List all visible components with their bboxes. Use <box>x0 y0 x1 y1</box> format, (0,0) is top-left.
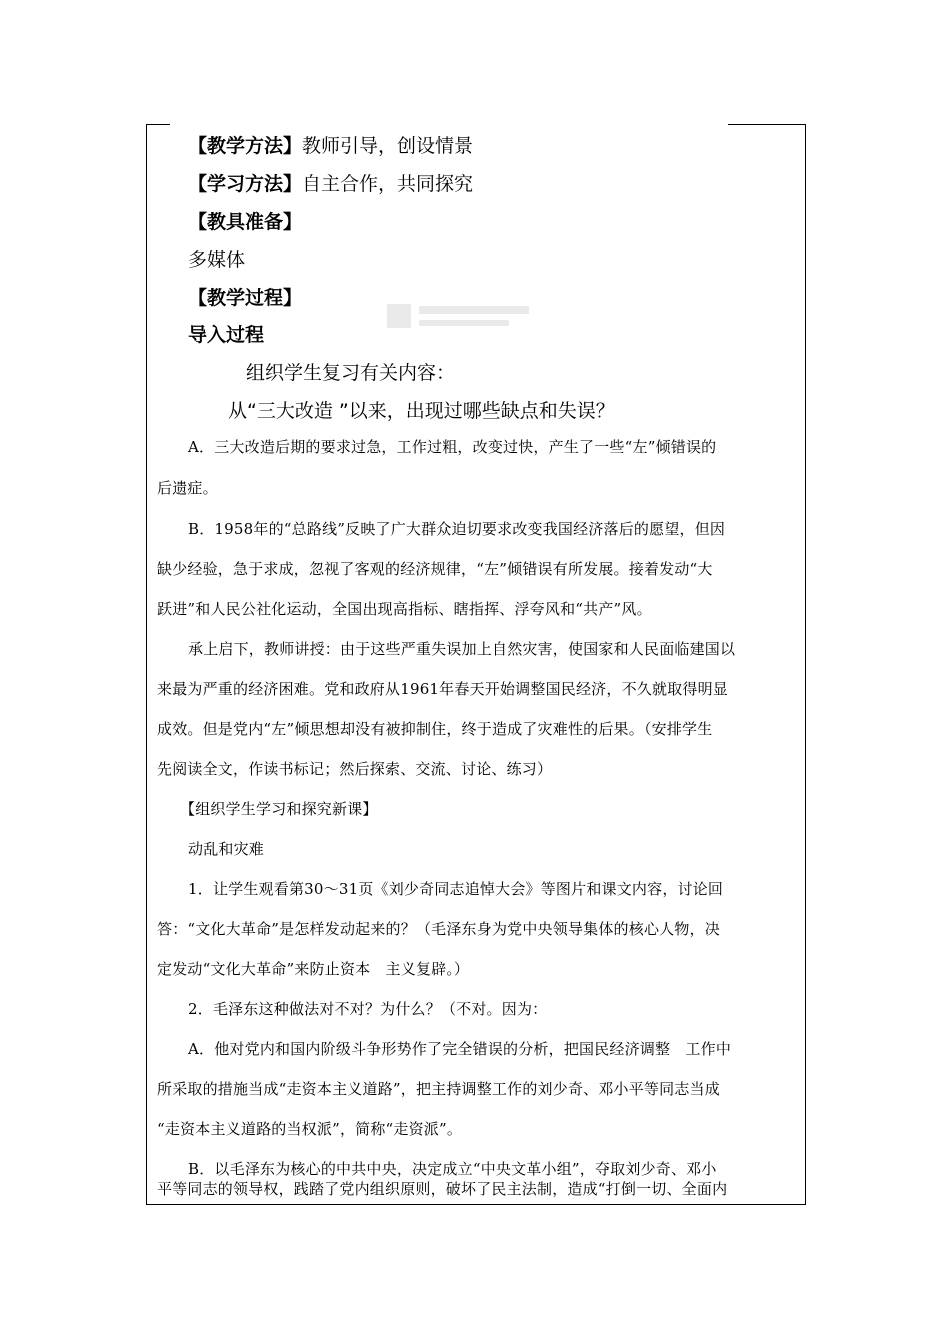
transition-line-3: 成效。但是党内“左”倾思想却没有被抑制住，终于造成了灾难性的后果。（安排学生 <box>157 720 713 738</box>
paragraph-b-line-3: 跃进”和人民公社化运动，全国出现高指标、瞎指挥、浮夸风和“共产”风。 <box>157 600 652 618</box>
review-instruction: 组织学生复习有关内容： <box>246 362 456 384</box>
review-question: 从“三大改造 ”以来，出现过哪些缺点和失误？ <box>228 400 615 422</box>
learning-method-label: 【学习方法】 <box>188 173 303 195</box>
paragraph-a-line-2: 后遗症。 <box>157 479 218 497</box>
transition-line-2: 来最为严重的经济困难。党和政府从1961年春天开始调整国民经济，不久就取得明显 <box>157 680 728 698</box>
teaching-method-label: 【教学方法】 <box>188 135 303 157</box>
paragraph-b-line-1: B．1958年的“总路线”反映了广大群众迫切要求改变我国经济落后的愿望，但因 <box>188 520 726 538</box>
paragraph-a-line-1: A．三大改造后期的要求过急，工作过粗，改变过快，产生了一些“左”倾错误的 <box>188 438 717 456</box>
answer-b-line-2: 平等同志的领导权，践踏了党内组织原则，破坏了民主法制，造成“打倒一切、全面内 <box>157 1180 728 1198</box>
answer-a-line-1: A．他对党内和国内阶级斗争形势作了完全错误的分析，把国民经济调整 工作中 <box>188 1040 732 1058</box>
question-2: 2．毛泽东这种做法对不对？为什么？（不对。因为： <box>188 1000 548 1018</box>
teaching-method-line <box>188 131 473 158</box>
watermark-logo <box>385 290 535 340</box>
learning-method-value: 自主合作，共同探究 <box>302 173 474 195</box>
teaching-process-label: 【教学过程】 <box>188 287 303 309</box>
question-1-line-2: 答：“文化大革命”是怎样发动起来的？（毛泽东身为党中央领导集体的核心人物，决 <box>157 920 720 938</box>
teaching-aids-heading <box>188 207 302 234</box>
new-lesson-heading: 【组织学生学习和探究新课】 <box>180 800 378 818</box>
learning-method-line <box>188 169 473 196</box>
transition-line-1: 承上启下，教师讲授：由于这些严重失误加上自然灾害，使国家和人民面临建国以 <box>188 640 736 658</box>
transition-line-4: 先阅读全文，作读书标记；然后探索、交流、讨论、练习） <box>157 760 553 778</box>
teaching-aids-value: 多媒体 <box>188 249 246 271</box>
intro-process-label: 导入过程 <box>188 324 265 346</box>
section-title: 动乱和灾难 <box>188 840 265 858</box>
paragraph-b-line-2: 缺少经验，急于求成，忽视了客观的经济规律，“左”倾错误有所发展。接着发动“大 <box>157 560 713 578</box>
teaching-method-value: 教师引导，创设情景 <box>302 135 474 157</box>
answer-a-line-3: “走资本主义道路的当权派”，简称“走资派”。 <box>157 1120 463 1138</box>
answer-b-line-1: B．以毛泽东为核心的中共中央，决定成立“中央文革小组”，夺取刘少奇、邓小 <box>188 1160 717 1178</box>
intro-process-heading <box>188 320 264 347</box>
teaching-process-heading <box>188 283 302 310</box>
question-1-line-1: 1．让学生观看第30～31页《刘少奇同志追悼大会》等图片和课文内容，讨论回 <box>188 880 724 898</box>
teaching-aids-label: 【教具准备】 <box>188 211 303 233</box>
question-1-line-3: 定发动“文化大革命”来防止资本 主义复辟。） <box>157 960 470 978</box>
answer-a-line-2: 所采取的措施当成“走资本主义道路”，把主持调整工作的刘少奇、邓小平等同志当成 <box>157 1080 720 1098</box>
